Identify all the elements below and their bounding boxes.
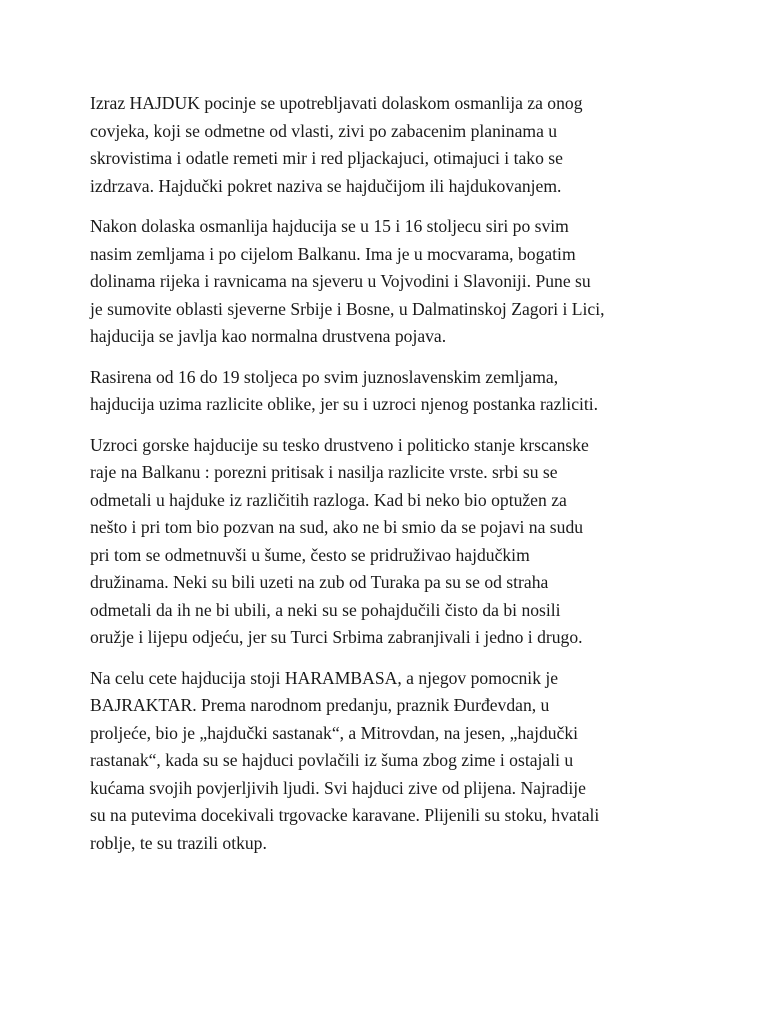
paragraph-2: [90, 213, 690, 351]
text-line: je sumovite oblasti sjeverne Srbije i Bosne, u Dalmatinskoj Zagori i Lici,: [90, 298, 605, 319]
document-page: [90, 90, 690, 870]
text-line: hajducija se javlja kao normalna drustvena pojava.: [90, 326, 447, 346]
paragraph-3: [90, 364, 690, 419]
text-line: nešto i pri tom bio pozvan na sud, ako ne bi smio da se pojavi na sudu: [90, 517, 584, 537]
text-line: Izraz HAJDUK pocinje se upotrebljavati dolaskom osmanlija za onog: [90, 93, 583, 113]
paragraph-4: [90, 432, 690, 652]
text-line: rastanak“, kada su se hajduci povlačili iz šuma zbog zime i ostajali u: [90, 750, 574, 770]
text-line: Nakon dolaska osmanlija hajducija se u 15 i 16 stoljecu siri po svim: [90, 216, 569, 236]
text-line: Na celu cete hajducija stoji HARAMBASA, a njegov pomocnik je: [90, 667, 559, 688]
text-line: kućama svojih povjerljivih ljudi. Svi hajduci zive od plijena. Najradije: [90, 777, 586, 798]
text-line: hajducija uzima razlicite oblike, jer su i uzroci njenog postanka razliciti.: [90, 394, 599, 414]
text-line: Rasirena od 16 do 19 stoljeca po svim juznoslavenskim zemljama,: [90, 366, 559, 387]
text-line: roblje, te su trazili otkup.: [90, 832, 267, 853]
text-line: Uzroci gorske hajducije su tesko drustveno i politicko stanje krscanske: [90, 434, 589, 455]
text-line: skrovistima i odatle remeti mir i red pljackajuci, otimajuci i tako se: [90, 148, 563, 168]
text-line: odmetali da ih ne bi ubili, a neki su se pohajdučili čisto da bi nosili: [90, 599, 561, 620]
text-line: dolinama rijeka i ravnicama na sjeveru u Vojvodini i Slavoniji. Pune su: [90, 271, 591, 291]
text-line: su na putevima docekivali trgovacke karavane. Plijenili su stoku, hvatali: [90, 805, 600, 825]
text-line: raje na Balkanu : porezni pritisak i nasilja razlicite vrste. srbi su se: [90, 462, 558, 482]
text-line: proljeće, bio je „hajdučki sastanak“, a Mitrovdan, na jesen, „hajdučki: [90, 722, 579, 743]
text-line: družinama. Neki su bili uzeti na zub od Turaka pa su se od straha: [90, 572, 549, 592]
text-line: oružje i lijepu odjeću, jer su Turci Srbima zabranjivali i jedno i drugo.: [90, 627, 583, 647]
text-line: BAJRAKTAR. Prema narodnom predanju, praznik Đurđevdan, u: [90, 695, 550, 715]
text-line: pri tom se odmetnuvši u šume, često se pridruživao hajdučkim: [90, 544, 530, 565]
paragraph-5: [90, 665, 690, 858]
text-line: odmetali u hajduke iz različitih razloga. Kad bi neko bio optužen za: [90, 489, 567, 510]
text-line: covjeka, koji se odmetne od vlasti, zivi po zabacenim planinama u: [90, 120, 558, 141]
text-line: nasim zemljama i po cijelom Balkanu. Ima je u mocvarama, bogatim: [90, 243, 576, 264]
text-line: izdrzava. Hajdučki pokret naziva se hajdučijom ili hajdukovanjem.: [90, 175, 562, 196]
paragraph-1: [90, 90, 690, 200]
